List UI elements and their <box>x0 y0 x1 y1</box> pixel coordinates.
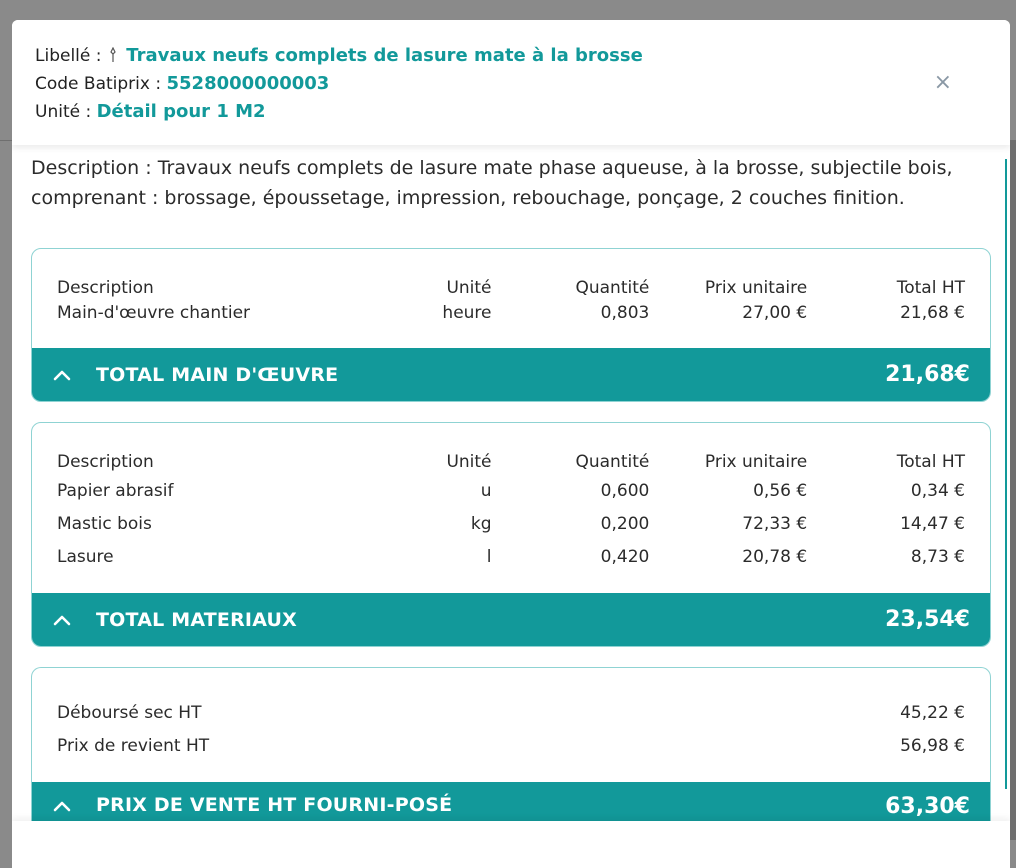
cell-quantite: 0,803 <box>600 302 650 323</box>
main-oeuvre-card <box>31 248 991 402</box>
cell-total-ht: 0,34 € <box>910 480 965 501</box>
cell-prix-unitaire: 20,78 € <box>742 546 808 567</box>
cell-quantite: 0,420 <box>600 546 650 567</box>
unite-value: Détail pour 1 M2 <box>96 101 266 122</box>
chevron-up-icon[interactable] <box>50 794 74 818</box>
total-main-oeuvre-value: 21,68€ <box>885 362 970 387</box>
code-value: 5528000000003 <box>166 73 330 94</box>
cell-description: Mastic bois <box>57 513 152 534</box>
modal-body[interactable] <box>12 145 1010 821</box>
col-description: Description <box>57 277 154 298</box>
debourse-row <box>57 696 965 729</box>
col-unite: Unité <box>446 277 492 298</box>
cell-unite: heure <box>442 302 492 323</box>
prix-vente-bar[interactable] <box>32 782 990 821</box>
cell-unite: u <box>480 480 492 501</box>
revient-row <box>57 729 965 762</box>
debourse-label: Déboursé sec HT <box>57 702 202 723</box>
chevron-up-icon[interactable] <box>50 363 74 387</box>
code-row <box>35 70 1010 98</box>
cell-quantite: 0,600 <box>600 480 650 501</box>
col-total-ht: Total HT <box>896 277 965 298</box>
total-main-oeuvre-label: TOTAL MAIN D'ŒUVRE <box>96 363 339 386</box>
debourse-value: 45,22 € <box>900 702 965 723</box>
table-row <box>57 540 965 573</box>
cell-total-ht: 21,68 € <box>900 302 965 323</box>
prix-vente-label: PRIX DE VENTE HT FOURNI-POSÉ <box>96 794 453 816</box>
libelle-row <box>35 42 1010 70</box>
total-materiaux-value: 23,54€ <box>885 607 970 632</box>
libelle-label: Libellé : <box>35 46 102 66</box>
cell-description: Lasure <box>57 546 114 567</box>
col-total-ht: Total HT <box>896 451 965 472</box>
cell-total-ht: 8,73 € <box>910 546 965 567</box>
pin-icon <box>107 42 121 70</box>
table-row <box>57 300 965 325</box>
unite-row <box>35 98 1010 126</box>
table-row <box>57 507 965 540</box>
background-divider <box>1010 140 1016 840</box>
col-prix-unitaire: Prix unitaire <box>704 451 808 472</box>
close-icon: × <box>933 70 952 95</box>
cell-total-ht: 14,47 € <box>900 513 965 534</box>
prix-detail-modal <box>12 20 1010 868</box>
prix-vente-value: 63,30€ <box>885 794 970 819</box>
col-description: Description <box>57 451 154 472</box>
table-header <box>57 449 965 474</box>
background-divider <box>0 140 12 141</box>
materiaux-card <box>31 422 991 647</box>
close-button[interactable] <box>934 72 952 94</box>
cell-prix-unitaire: 0,56 € <box>753 480 808 501</box>
code-label: Code Batiprix : <box>35 74 162 94</box>
cell-unite: l <box>486 546 492 567</box>
chevron-up-icon[interactable] <box>50 608 74 632</box>
modal-footer <box>12 821 1010 868</box>
total-materiaux-label: TOTAL MATERIAUX <box>96 608 297 631</box>
table-row <box>57 474 965 507</box>
scrollbar[interactable] <box>1005 159 1007 789</box>
total-materiaux-bar[interactable] <box>32 593 990 646</box>
description-text: Description : Travaux neufs complets de lasure mate phase aqueuse, à la brosse, subjectile bois, comprenant : brossage, époussetage, impression, rebouchage, ponçage, 2 couches finition. <box>31 157 953 209</box>
col-quantite: Quantité <box>575 277 650 298</box>
cell-prix-unitaire: 72,33 € <box>742 513 808 534</box>
col-quantite: Quantité <box>575 451 650 472</box>
table-header <box>57 275 965 300</box>
total-main-oeuvre-bar[interactable] <box>32 348 990 401</box>
unite-label: Unité : <box>35 102 92 122</box>
prix-vente-card <box>31 667 991 821</box>
cell-quantite: 0,200 <box>600 513 650 534</box>
cell-prix-unitaire: 27,00 € <box>742 302 808 323</box>
col-unite: Unité <box>446 451 492 472</box>
cell-unite: kg <box>470 513 492 534</box>
revient-value: 56,98 € <box>900 735 965 756</box>
cell-description: Main-d'œuvre chantier <box>57 302 251 323</box>
cell-description: Papier abrasif <box>57 480 174 501</box>
modal-header <box>12 20 1010 145</box>
libelle-value: Travaux neufs complets de lasure mate à la brosse <box>126 45 643 66</box>
revient-label: Prix de revient HT <box>57 735 210 756</box>
col-prix-unitaire: Prix unitaire <box>704 277 808 298</box>
